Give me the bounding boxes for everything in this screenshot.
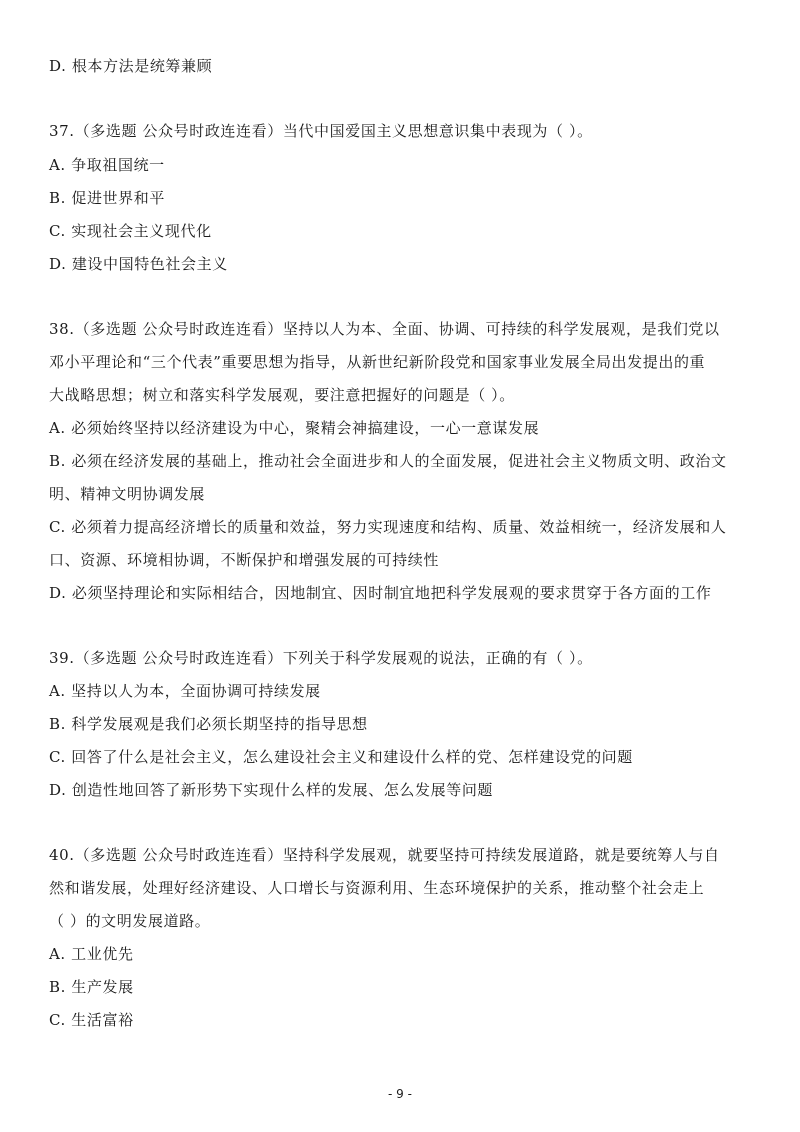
question-37-option-a: A. 争取祖国统一 bbox=[49, 156, 165, 174]
question-37-option-d: D. 建设中国特色社会主义 bbox=[49, 255, 228, 273]
question-37-stem: 37.（多选题 公众号时政连连看）当代中国爱国主义思想意识集中表现为（ ）。 bbox=[49, 122, 593, 140]
question-40-stem-line-2: 然和谐发展，处理好经济建设、人口增长与资源利用、生态环境保护的关系，推动整个社会走上 bbox=[49, 879, 705, 897]
question-39-option-c: C. 回答了什么是社会主义，怎么建设社会主义和建设什么样的党、怎样建设党的问题 bbox=[49, 748, 633, 766]
question-40-option-a: A. 工业优先 bbox=[49, 945, 134, 963]
question-39-option-a: A. 坚持以人为本，全面协调可持续发展 bbox=[49, 682, 321, 700]
page-number: - 9 - bbox=[388, 1087, 412, 1101]
question-40-stem-line-3: （ ）的文明发展道路。 bbox=[49, 912, 211, 930]
question-40-stem-line-1: 40.（多选题 公众号时政连连看）坚持科学发展观，就要坚持可持续发展道路，就是要统筹人与自 bbox=[49, 846, 720, 864]
question-38-option-b-line-2: 明、精神文明协调发展 bbox=[49, 485, 206, 503]
question-38-option-d: D. 必须坚持理论和实际相结合，因地制宜、因时制宜地把科学发展观的要求贯穿于各方面的工作 bbox=[49, 584, 712, 602]
question-38-stem-line-1: 38.（多选题 公众号时政连连看）坚持以人为本、全面、协调、可持续的科学发展观，是我们党以 bbox=[49, 320, 720, 338]
question-38-stem-line-3: 大战略思想；树立和落实科学发展观，要注意把握好的问题是（ ）。 bbox=[49, 386, 515, 404]
question-39-stem: 39.（多选题 公众号时政连连看）下列关于科学发展观的说法，正确的有（ ）。 bbox=[49, 649, 593, 667]
question-40-option-b: B. 生产发展 bbox=[49, 978, 134, 996]
question-38-option-b-line-1: B. 必须在经济发展的基础上，推动社会全面进步和人的全面发展，促进社会主义物质文明、政治文 bbox=[49, 452, 727, 470]
question-38-option-c-line-1: C. 必须着力提高经济增长的质量和效益，努力实现速度和结构、质量、效益相统一，经济发展和人 bbox=[49, 518, 727, 536]
question-37-option-c: C. 实现社会主义现代化 bbox=[49, 222, 212, 240]
question-37-option-b: B. 促进世界和平 bbox=[49, 189, 165, 207]
question-38-stem-line-2: 邓小平理论和“三个代表”重要思想为指导，从新世纪新阶段党和国家事业发展全局出发提出的重 bbox=[49, 353, 706, 371]
question-38-option-a: A. 必须始终坚持以经济建设为中心，聚精会神搞建设，一心一意谋发展 bbox=[49, 419, 540, 437]
question-38-option-c-line-2: 口、资源、环境相协调，不断保护和增强发展的可持续性 bbox=[49, 551, 440, 569]
question-39-option-d: D. 创造性地回答了新形势下实现什么样的发展、怎么发展等问题 bbox=[49, 781, 494, 799]
option-text: D. 根本方法是统筹兼顾 bbox=[49, 57, 213, 75]
question-40-option-c: C. 生活富裕 bbox=[49, 1011, 134, 1029]
question-39-option-b: B. 科学发展观是我们必须长期坚持的指导思想 bbox=[49, 715, 368, 733]
